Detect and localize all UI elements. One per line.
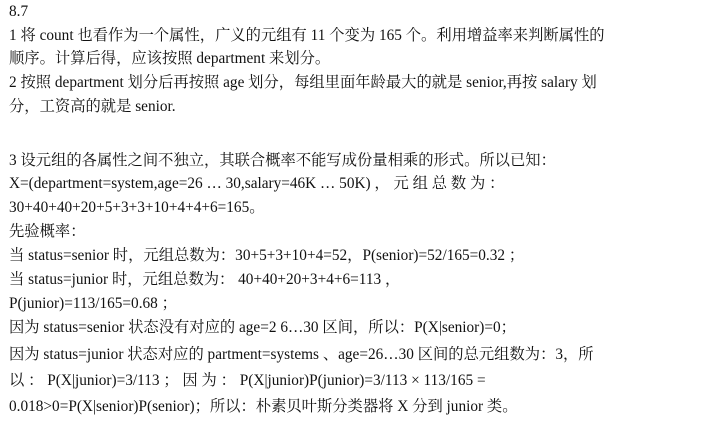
text-line-13: 因为 status=junior 状态对应的 partment=systems 、age=26…30 区间的总元组数为：3，所 (9, 346, 594, 363)
text-line-10: 当 status=junior 时，元组总数为： 40+40+20+3+4+6=113 ， (9, 271, 401, 288)
text-line-8: 先验概率： (9, 223, 86, 240)
text-line-6: X=(department=system,age=26 … 30,salary=46K … 50K) ， 元 组 总 数 为 ： (9, 175, 505, 192)
text-line-14: 以 ： P(X|junior)=3/113 ； 因 为 ： P(X|junior)P(junior)=3/113 × 113/165 = (9, 372, 486, 389)
text-line-12: 因为 status=senior 状态没有对应的 age=2 6…30 区间，所以：P(X|senior)=0； (9, 319, 516, 336)
text-line-5: 3 设元组的各属性之间不独立，其联合概率不能写成份量相乘的形式。所以已知： (9, 152, 556, 169)
text-line-2: 顺序。计算后得，应该按照 department 来划分。 (9, 50, 331, 67)
section-heading: 8.7 (9, 3, 29, 20)
text-line-7: 30+40+40+20+5+3+3+10+4+4+6=165。 (9, 199, 265, 216)
text-line-1: 1 将 count 也看作为一个属性，广义的元组有 11 个变为 165 个。利用增益率来判断属性的 (9, 27, 605, 44)
text-line-11: P(junior)=113/165=0.68 ； (9, 295, 177, 312)
text-line-3: 2 按照 department 划分后再按照 age 划分，每组里面年龄最大的就是 senior,再按 salary 划 (9, 74, 597, 91)
text-line-4: 分，工资高的就是 senior. (9, 98, 176, 115)
text-line-9: 当 status=senior 时，元组总数为：30+5+3+10+4=52，P(senior)=52/165=0.32 ； (9, 247, 525, 264)
text-line-15: 0.018>0=P(X|senior)P(senior)；所以：朴素贝叶斯分类器将 X 分到 junior 类。 (9, 398, 518, 415)
